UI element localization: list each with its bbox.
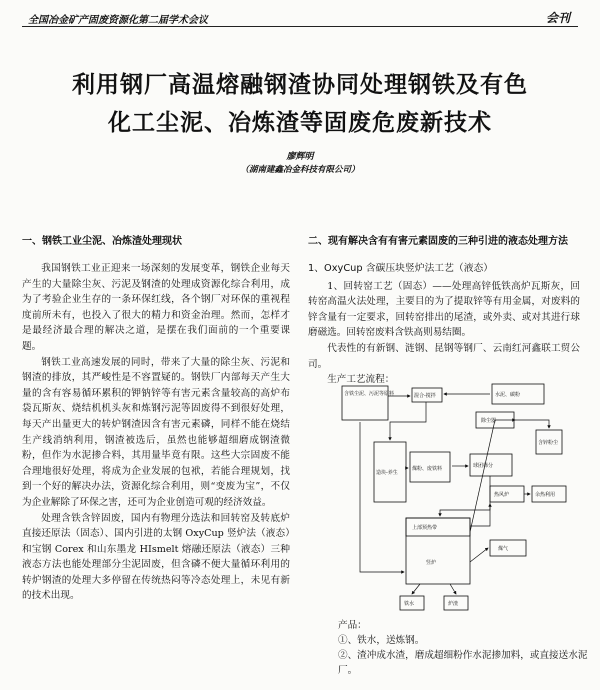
flow-label-additives: 煤粉、废铁料 [412, 466, 443, 472]
flow-label-zinc-dust: 含锌粉尘 [538, 440, 559, 446]
process-flowchart [340, 382, 576, 614]
flow-label-hot-stove: 热风炉 [494, 492, 510, 498]
section-1-heading: 一、钢铁工业尘泥、冶炼渣处理现状 [22, 236, 182, 247]
affiliation: （湖南建鑫冶金科技有限公司） [240, 165, 360, 175]
flow-label-waste-heat: 余热利用 [535, 492, 556, 498]
paragraph: 我国钢铁工业正迎来一场深刻的发展变革，钢铁企业每天产生的大量除尘灰、污泥及钢渣的处理成资源化综合利用，成为了考验企业生存的一条环保红线，各个钢厂对环保的重视程度前所未有，也投入了很大的精力和资金治理。然而，怎样才是最经济最合理的解决之道，是摆在我们面前的一个重要课题。 [22, 263, 290, 352]
flow-label-binder: 水泥、碳粉 [495, 392, 521, 398]
flow-label-gas: 煤气 [498, 546, 509, 552]
flow-label-screening: 球团筛分 [473, 463, 494, 469]
conference-name: 全国冶金矿产固废资源化第二届学术会议 [28, 15, 208, 26]
header-rule [22, 26, 578, 27]
paragraph: 处理含铁含锌固废，国内有物理分选法和回转窑及转底炉直接还原法（固态）、国内引进的太钢 OxyCup 竖炉法（液态）和宝钢 Corex 和山东墨龙 HIsmelt 熔融还原法（液态）三种液态方法也能处理部分尘泥固废，但含磷不便大量循环利用的转炉钢渣的处理大多停留在传统热闷等冷态处理上，未见有新的技术出现。 [22, 512, 290, 602]
paragraph: 1、回转窑工艺（固态）——处理高锌低铁高炉瓦斯灰，回转窑高温火法处理，主要目的为了提取锌等有用金属，对废料的锌含量有一定要求，回转窑排出的尾渣，或外卖、或对其进行球磨磁选。回转窑废料含铁高则易结圈。 [308, 280, 580, 339]
product-item: ①、铁水，送炼钢。 [338, 635, 425, 646]
author: 廖辉明 [286, 152, 314, 162]
product-item: ②、渣冲成水渣，磨成超细粉作水泥掺加料，或直接送水泥厂。 [338, 650, 588, 676]
subsection-heading: 1、OxyCup 含碳压块竖炉法工艺（液态） [308, 263, 494, 274]
products-section [338, 618, 588, 678]
paper-title-line-1: 利用钢厂高温熔融钢渣协同处理钢铁及有色 [72, 72, 528, 98]
flow-label-shaft-furnace: 竖炉 [426, 560, 437, 566]
right-column [308, 234, 580, 388]
flow-label: 生产工艺流程： [327, 374, 395, 386]
section-2-heading: 二、现有解决含有有害元素固废的三种引进的液态处理方法 [308, 236, 568, 247]
proceedings-label: 会刊 [545, 11, 570, 25]
flow-label-briquetting: 造块-养生 [376, 470, 398, 476]
left-column [22, 234, 290, 604]
paragraph: 钢铁工业高速发展的同时，带来了大量的除尘灰、污泥和钢渣的排放，其严峻性是不容置疑的。钢铁厂内部每天产生大量的含有容易循环累积的钾钠锌等有害元素含量较高的高炉布袋瓦斯灰、烧结机机头灰和炼钢污泥等固废得不到很好处理，每天产出量更大的转炉钢渣因含有害元素磷，同样不能在烧结生产线消纳利用，钢渣被选后，虽然也能够超细磨成钢渣微粉，但作为水泥掺合料，其用量毕竟有限。这些大宗固废不能合理地很好处理，将成为企业发展的包袱，若能合理规划，找到一个好的解决办法，资源化综合利用，则“变废为宝”，不仅为企业解除了环保之害，还可为企业创造可观的经济效益。 [22, 356, 290, 508]
flow-label-hot-metal: 铁水 [404, 601, 415, 607]
products-label: 产品： [338, 620, 367, 631]
flow-label-raw-material: 含铁尘泥、污泥等原料 [344, 391, 395, 397]
paragraph: 代表性的有新钢、涟钢、昆钢等钢厂、云南红河鑫联工贸公司。 [308, 342, 580, 370]
flow-label-slag: 炉渣 [448, 601, 459, 607]
running-header [18, 8, 582, 28]
flow-label-preheat-zone: 上部预热带 [412, 525, 438, 531]
flow-label-mixing: 混合-搅拌 [414, 393, 436, 399]
paper-title-line-2: 化工尘泥、冶炼渣等固废危废新技术 [108, 110, 492, 136]
flow-label-dust-collector: 除尘器 [481, 418, 497, 424]
